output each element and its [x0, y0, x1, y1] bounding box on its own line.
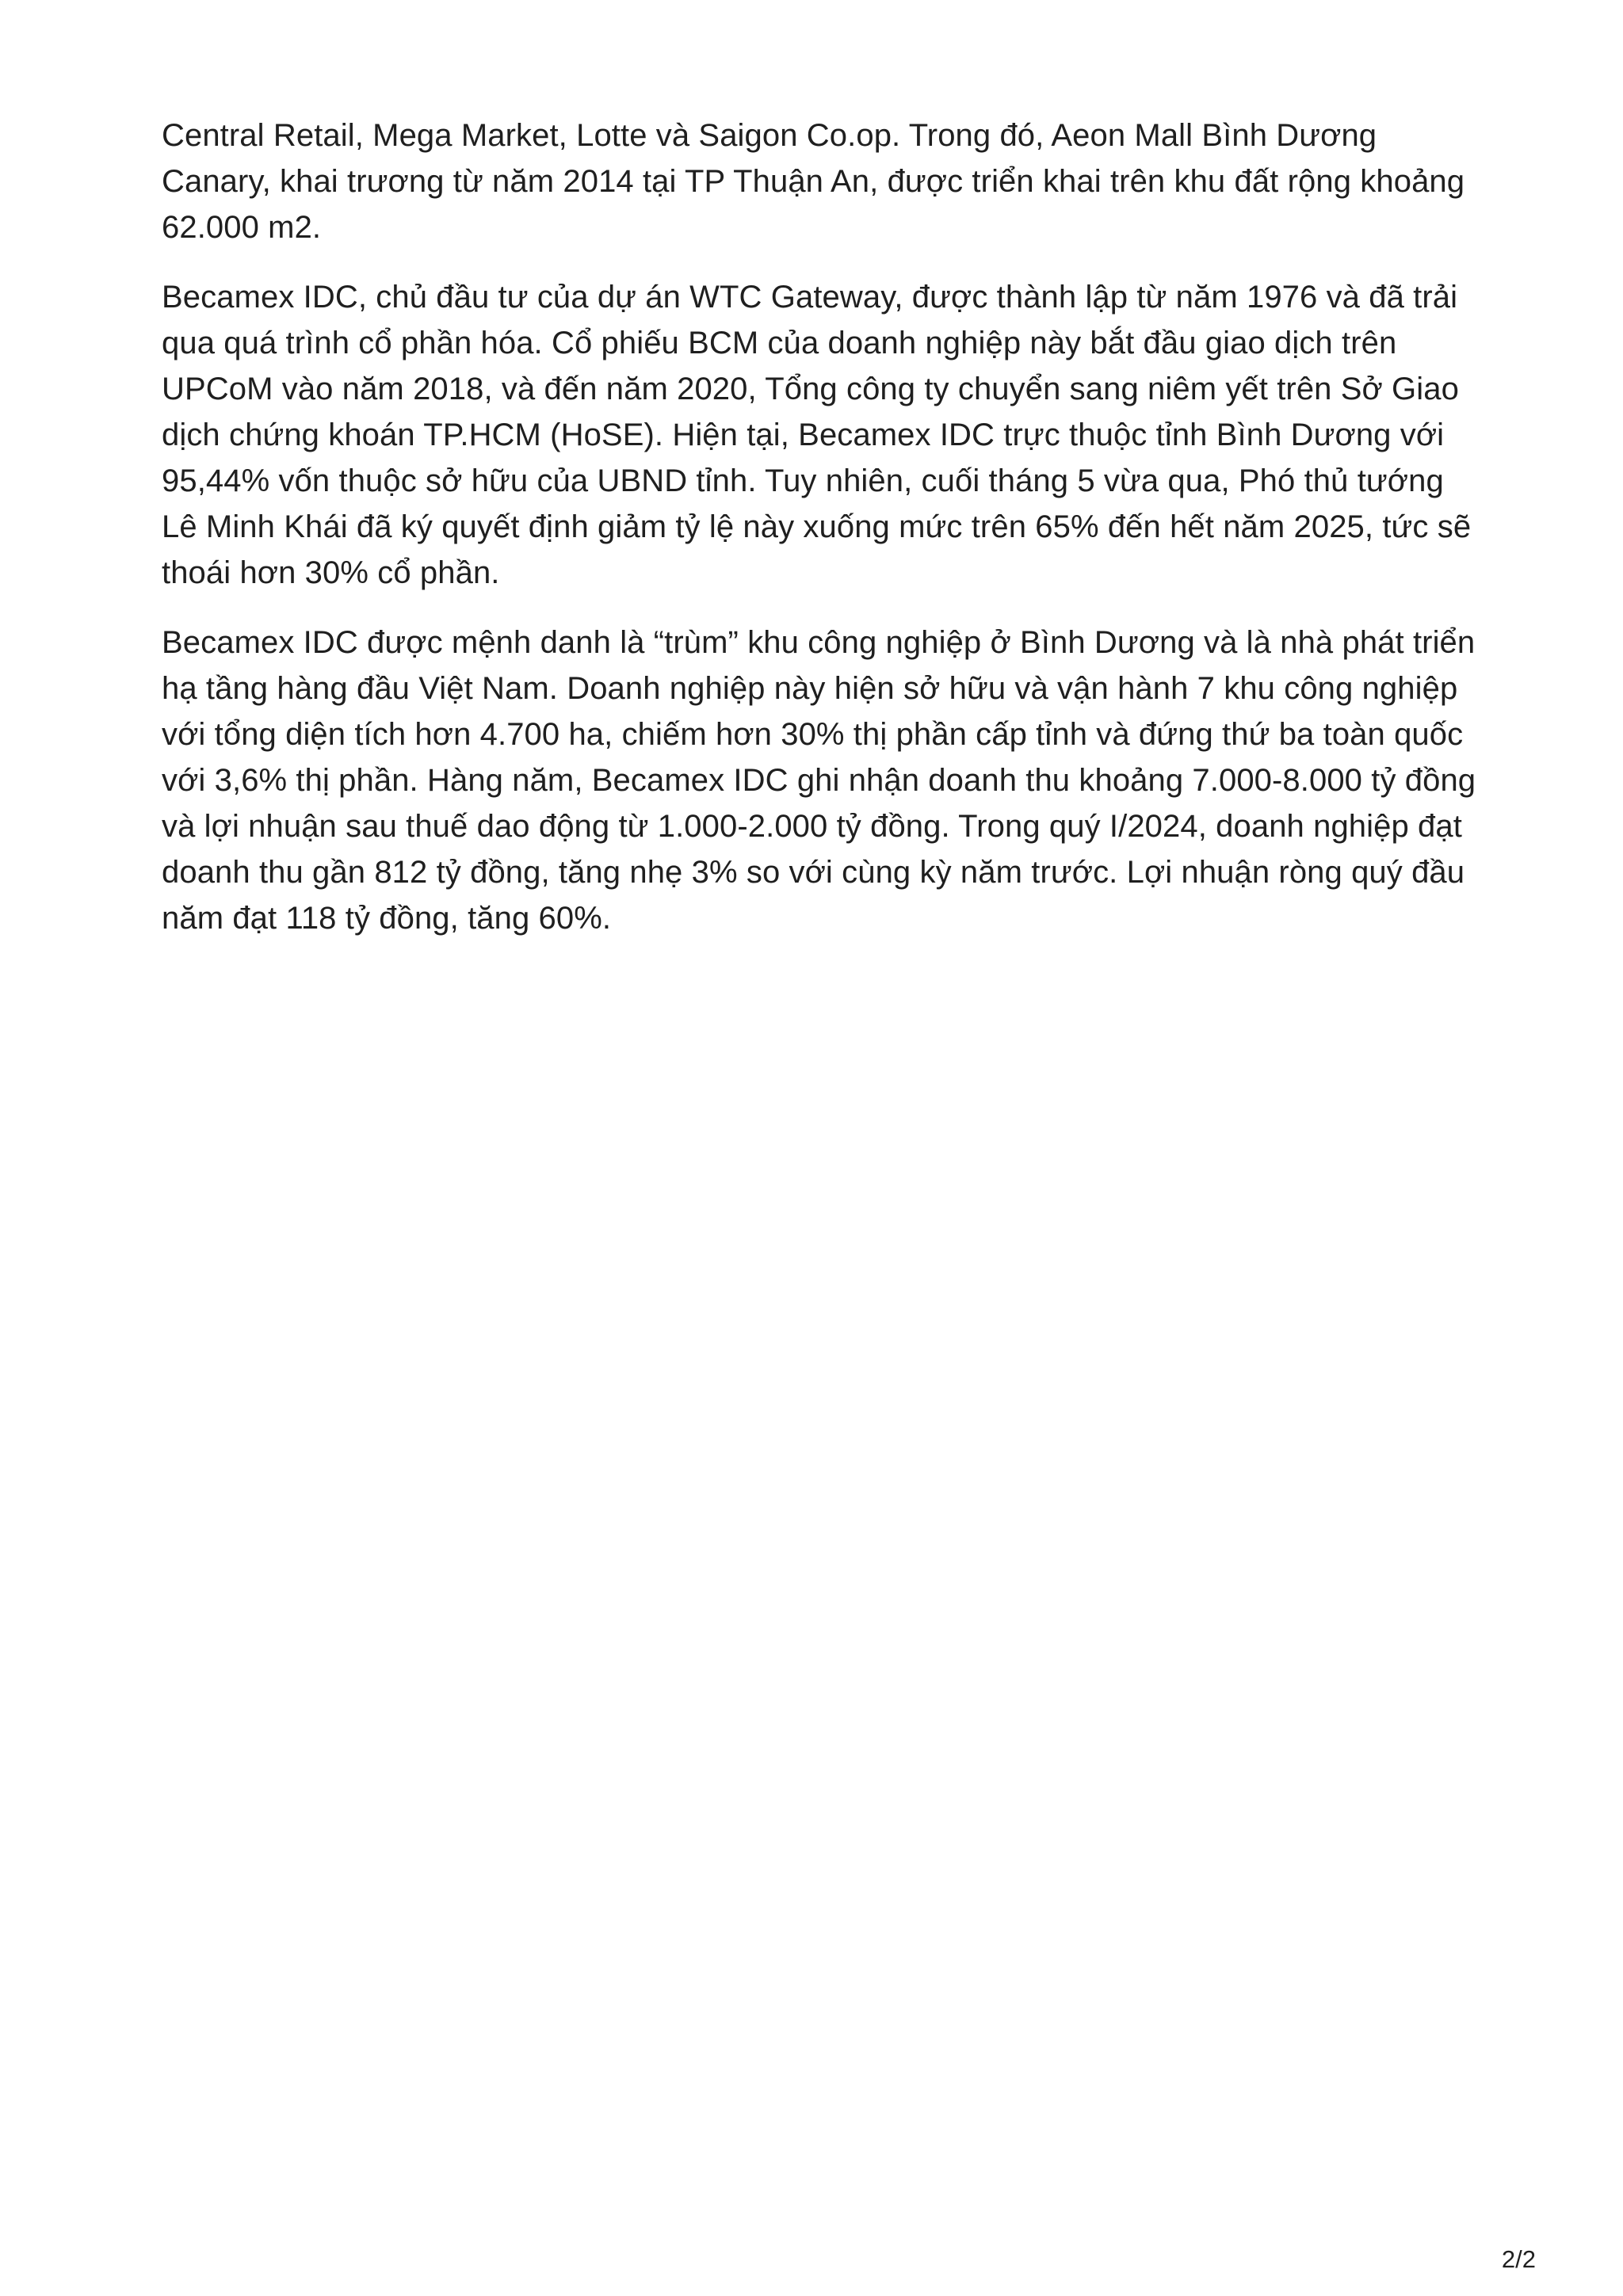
article-paragraph-retail: Central Retail, Mega Market, Lotte và Saigon Co.op. Trong đó, Aeon Mall Bình Dương Canary, khai trương từ năm 2014 tại TP Thuận An, được triển khai trên khu đất rộng khoảng 62.000 m2.	[162, 118, 1465, 245]
article-paragraph-becamex-history: Becamex IDC, chủ đầu tư của dự án WTC Gateway, được thành lập từ năm 1976 và đã trải qua quá trình cổ phần hóa. Cổ phiếu BCM của doanh nghiệp này bắt đầu giao dịch trên UPCoM vào năm 2018, và đến năm 2020, Tổng công ty chuyển sang niêm yết trên Sở Giao dịch chứng khoán TP.HCM (HoSE). Hiện tại, Becamex IDC trực thuộc tỉnh Bình Dương với 95,44% vốn thuộc sở hữu của UBND tỉnh. Tuy nhiên, cuối tháng 5 vừa qua, Phó thủ tướng Lê Minh Khái đã ký quyết định giảm tỷ lệ này xuống mức trên 65% đến hết năm 2025, tức sẽ thoái hơn 30% cổ phần.	[162, 280, 1472, 590]
page-number: 2/2	[1501, 2245, 1536, 2273]
article-paragraph-becamex-business: Becamex IDC được mệnh danh là “trùm” khu công nghiệp ở Bình Dương và là nhà phát triển hạ tầng hàng đầu Việt Nam. Doanh nghiệp này hiện sở hữu và vận hành 7 khu công nghiệp với tổng diện tích hơn 4.700 ha, chiếm hơn 30% thị phần cấp tỉnh và đứng thứ ba toàn quốc với 3,6% thị phần. Hàng năm, Becamex IDC ghi nhận doanh thu khoảng 7.000-8.000 tỷ đồng và lợi nhuận sau thuế dao động từ 1.000-2.000 tỷ đồng. Trong quý I/2024, doanh nghiệp đạt doanh thu gần 812 tỷ đồng, tăng nhẹ 3% so với cùng kỳ năm trước. Lợi nhuận ròng quý đầu năm đạt 118 tỷ đồng, tăng 60%.	[162, 625, 1476, 936]
article-body	[162, 113, 1477, 965]
